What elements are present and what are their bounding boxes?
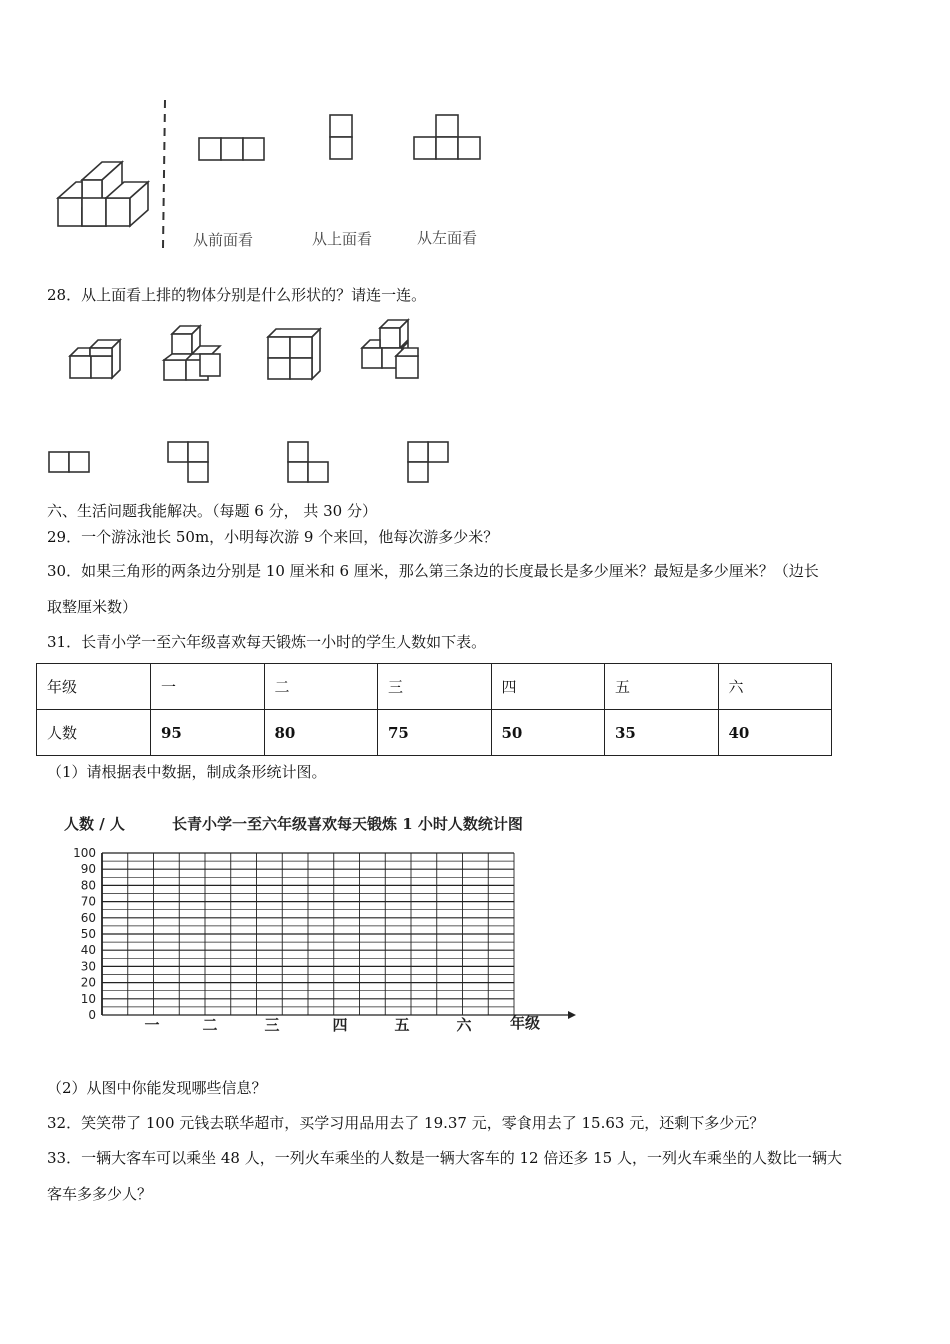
table-cell-grade: 六 — [718, 664, 832, 710]
chart-x-tick-label: 五 — [394, 1016, 410, 1034]
table-cell-grade: 二 — [264, 664, 378, 710]
chart-title: 长青小学一至六年级喜欢每天锻炼 1 小时人数统计图 — [172, 815, 523, 833]
table-header-label: 年级 — [37, 664, 151, 710]
chart-y-tick-label: 80 — [80, 878, 96, 893]
top-view-figure — [328, 113, 354, 163]
exercise-data-table — [36, 663, 832, 756]
question-31-sub-2: （2）从图中你能发现哪些信息？ — [47, 1079, 267, 1097]
bar-chart-grid — [40, 805, 600, 1050]
question-30-line-1: 30．如果三角形的两条边分别是 10 厘米和 6 厘米，那么第三条边的长度最长是多少厘米？最短是多少厘米？（边长 — [47, 562, 819, 580]
table-cell-grade: 三 — [378, 664, 492, 710]
q28-solid-3 — [264, 325, 324, 383]
question-29: 29．一个游泳池长 50m，小明每次游 9 个来回，他每次游多少米？ — [47, 528, 499, 546]
table-row-label: 人数 — [37, 710, 151, 756]
chart-x-tick-label: 二 — [202, 1016, 218, 1034]
front-view-figure — [198, 136, 266, 162]
q28-top-view-4 — [406, 440, 452, 486]
divider-dashed-line — [160, 100, 170, 250]
question-32: 32．笑笑带了 100 元钱去联华超市，买学习用品用去了 19.37 元，零食用去了 15.63 元，还剩下多少元？ — [47, 1114, 765, 1132]
chart-x-axis-label: 年级 — [510, 1014, 541, 1032]
q28-top-view-3 — [286, 440, 332, 486]
chart-y-tick-label: 30 — [80, 959, 96, 974]
table-row-grades — [37, 664, 832, 710]
q28-top-view-2 — [166, 440, 212, 486]
chart-gridlines — [102, 853, 576, 1019]
table-cell-count: 35 — [605, 710, 719, 756]
chart-y-tick-label: 100 — [73, 846, 96, 860]
caption-left-view: 从左面看 — [417, 229, 478, 247]
q28-solid-4 — [358, 318, 424, 382]
question-31-sub-1: （1）请根据表中数据，制成条形统计图。 — [47, 763, 327, 781]
chart-x-tick-label: 四 — [332, 1016, 348, 1034]
caption-front-view: 从前面看 — [193, 231, 254, 249]
table-cell-grade: 四 — [491, 664, 605, 710]
left-view-figure — [413, 113, 483, 163]
table-cell-count: 80 — [264, 710, 378, 756]
table-cell-grade: 一 — [151, 664, 265, 710]
q28-top-view-1 — [48, 450, 92, 474]
chart-y-tick-label: 50 — [80, 927, 96, 941]
chart-x-ticks — [144, 1016, 472, 1034]
chart-y-ticks — [73, 846, 96, 1022]
chart-y-tick-label: 10 — [80, 991, 96, 1006]
cube-stack-figure — [50, 100, 170, 250]
question-33-line-1: 33．一辆大客车可以乘坐 48 人，一列火车乘坐的人数是一辆大客车的 12 倍还多 15 人，一列火车乘坐的人数比一辆大 — [47, 1149, 842, 1167]
table-cell-count: 50 — [491, 710, 605, 756]
question-31: 31．长青小学一至六年级喜欢每天锻炼一小时的学生人数如下表。 — [47, 633, 487, 651]
chart-y-tick-label: 60 — [80, 910, 96, 925]
section-6-title: 六、生活问题我能解决。（每题 6 分， 共 30 分） — [47, 502, 377, 520]
chart-y-tick-label: 90 — [80, 862, 96, 877]
table-cell-count: 40 — [718, 710, 832, 756]
chart-y-tick-label: 40 — [80, 943, 96, 958]
chart-x-tick-label: 六 — [456, 1016, 472, 1034]
question-30-line-2: 取整厘米数） — [47, 598, 138, 616]
table-cell-count: 95 — [151, 710, 265, 756]
chart-x-tick-label: 一 — [144, 1016, 160, 1034]
x-axis-arrow — [568, 1011, 576, 1019]
table-row-counts — [37, 710, 832, 756]
table-cell-grade: 五 — [605, 664, 719, 710]
chart-x-tick-label: 三 — [264, 1016, 280, 1034]
chart-y-tick-label: 0 — [88, 1008, 96, 1022]
table-cell-count: 75 — [378, 710, 492, 756]
q28-solid-2 — [162, 322, 226, 384]
question-28: 28．从上面看上排的物体分别是什么形状的？请连一连。 — [47, 286, 427, 304]
caption-top-view: 从上面看 — [312, 230, 373, 248]
q28-solid-1 — [68, 330, 128, 382]
chart-y-tick-label: 70 — [80, 894, 96, 909]
chart-y-tick-label: 20 — [80, 975, 96, 990]
question-33-line-2: 客车多多少人？ — [47, 1185, 153, 1203]
chart-y-axis-label: 人数 / 人 — [64, 815, 125, 833]
